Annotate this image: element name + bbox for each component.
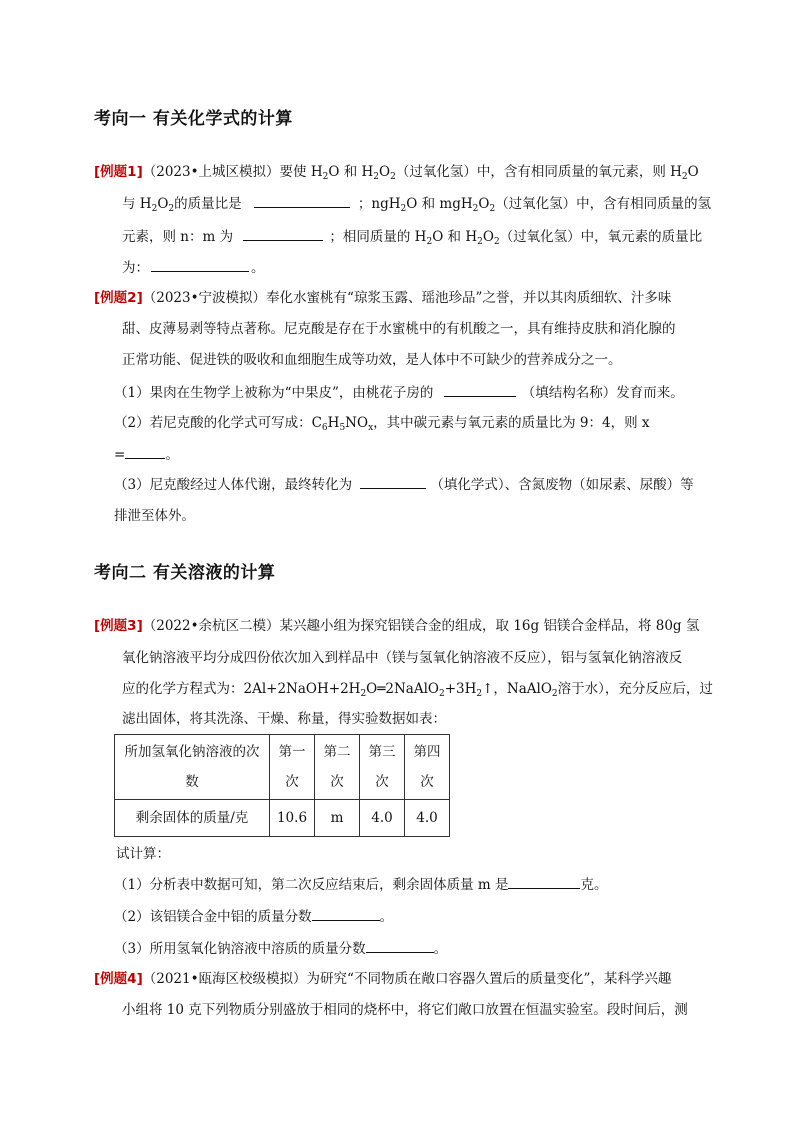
text: （3）尼克酸经过人体代谢，最终转化为 <box>114 477 353 493</box>
table-cell: 剩余固体的质量/克 <box>115 800 270 837</box>
text: 次 <box>330 774 344 790</box>
text: 次 <box>420 774 434 790</box>
example-1-line-3 <box>122 226 702 247</box>
text: （过氧化氢）中，含有相同质量的氢 <box>495 196 712 212</box>
subscript: 2 <box>151 204 158 214</box>
text: 次 <box>375 774 389 790</box>
subscript: 5 <box>339 423 346 433</box>
answer-blank[interactable] <box>151 257 249 272</box>
text: 元素，则 n：m 为 <box>122 229 234 245</box>
text: ↑，NaAlO <box>482 681 552 697</box>
text: （过氧化氢）中，含有相同质量的氧元素，则 H <box>395 164 682 180</box>
table-cell: 4.0 <box>360 800 405 837</box>
example-2-question-3-cont: 排泄至体外。 <box>114 508 195 524</box>
example-2-tag: [例题2] <box>94 290 143 306</box>
subscript: 2 <box>472 204 479 214</box>
text: 。 <box>433 941 448 957</box>
text: （1）分析表中数据可知，第二次反应结束后，剩余固体质量 m 是 <box>114 877 509 893</box>
text: O 和 H <box>328 164 374 180</box>
text: 。 <box>379 909 394 925</box>
section-heading-2: 考向二 有关溶液的计算 <box>94 563 276 583</box>
text: （过氧化氢）中，氧元素的质量比 <box>499 229 703 245</box>
example-3-line-4: 滤出固体，将其洗涤、干燥、称量，得实验数据如表： <box>122 711 446 727</box>
subscript: 2 <box>489 204 496 214</box>
table-header-cell <box>315 735 360 800</box>
text: （填化学式）、含氮废物（如尿素、尿酸）等 <box>430 477 694 493</box>
answer-blank[interactable] <box>125 444 165 459</box>
text: NO <box>345 415 369 431</box>
answer-blank[interactable] <box>444 382 516 397</box>
subscript: 2 <box>493 237 500 247</box>
text: O <box>157 196 169 212</box>
text: 第三 <box>368 744 396 760</box>
answer-blank[interactable] <box>243 226 323 241</box>
text: 第一 <box>278 744 306 760</box>
example-1-line-4 <box>122 257 265 278</box>
text: 克。 <box>580 877 608 893</box>
text: O <box>478 196 490 212</box>
text: O <box>482 229 494 245</box>
subscript: 2 <box>360 689 367 699</box>
text: ，其中碳元素与氧元素的质量比为 9：4，则 x <box>373 415 650 431</box>
subscript: x <box>368 423 374 433</box>
text: （2）若尼克酸的化学式可写成：C <box>114 415 322 431</box>
example-3-line-3 <box>122 679 713 699</box>
text: 所加氢氧化钠溶液的次 <box>124 744 260 760</box>
text: （2023•上城区模拟）要使 H <box>142 164 323 180</box>
text: （填结构名称）发育而来。 <box>521 385 684 401</box>
text: 。 <box>165 447 179 463</box>
text: = <box>114 447 126 463</box>
table-row <box>115 800 450 837</box>
text: （3）所用氢氧化钠溶液中溶质的质量分数 <box>114 941 366 957</box>
example-1-tag: [例题1] <box>94 164 143 180</box>
text: O <box>687 164 699 180</box>
text: O <box>379 164 391 180</box>
section-heading-1: 考向一 有关化学式的计算 <box>94 109 293 129</box>
table-cell: 10.6 <box>270 800 315 837</box>
text: +3H <box>444 681 477 697</box>
text: O═2NaAlO <box>366 681 439 697</box>
example-2-line-3: 正常功能、促进铁的吸收和血细胞生成等功效，是人体中不可缺少的营养成分之一。 <box>122 352 622 368</box>
answer-blank[interactable] <box>312 906 380 921</box>
example-2-question-2-cont <box>114 444 179 465</box>
text: （1）果肉在生物学上被称为“中果皮”，由桃花子房的 <box>114 385 434 401</box>
text: ；ngH <box>357 196 401 212</box>
subscript: 2 <box>426 237 433 247</box>
subscript: 2 <box>476 689 483 699</box>
example-2-question-3 <box>114 474 694 495</box>
example-3-line-2: 氧化钠溶液平均分成四份依次加入到样品中（镁与氢氧化钠溶液不反应），铝与氢氧化钠溶液反 <box>122 650 683 666</box>
subscript: 2 <box>322 172 329 182</box>
subscript: 2 <box>551 689 558 699</box>
table-row <box>115 735 450 800</box>
subscript: 2 <box>477 237 483 247</box>
text: （2）该铝镁合金中铝的质量分数 <box>114 909 312 925</box>
table-header-cell <box>270 735 315 800</box>
answer-blank[interactable] <box>254 193 350 208</box>
text: 与 H <box>122 196 152 212</box>
subscript: 2 <box>681 172 688 182</box>
example-1-line-1 <box>94 162 699 182</box>
example-3-calc-label: 试计算： <box>116 846 170 862</box>
table-header-cell <box>405 735 450 800</box>
example-3-tag: [例题3] <box>94 618 143 634</box>
example-4-line-2: 小组将 10 克下列物质分别盛放于相同的烧杯中，将它们敞口放置在恒温实验室。段时间后，测 <box>122 1002 688 1018</box>
text: 的质量比是 <box>174 196 242 212</box>
example-2-question-1 <box>114 382 684 403</box>
example-2-line-1 <box>94 288 671 308</box>
table-cell: m <box>315 800 360 837</box>
experiment-data-table <box>114 734 450 837</box>
text: 为： <box>122 260 149 276</box>
example-3-question-3 <box>114 938 447 959</box>
text: 应的化学方程式为：2Al+2NaOH+2H <box>122 681 361 697</box>
example-3-line-1 <box>94 616 699 636</box>
example-3-question-1 <box>114 874 607 895</box>
subscript: 2 <box>400 204 407 214</box>
answer-blank[interactable] <box>508 874 580 889</box>
text: O 和 H <box>432 229 478 245</box>
subscript: 6 <box>321 423 328 433</box>
text: 第四 <box>413 744 441 760</box>
example-3-question-2 <box>114 906 393 927</box>
text: 第二 <box>323 744 351 760</box>
example-2-line-2: 甜、皮薄易剥等特点著称。尼克酸是存在于水蜜桃中的有机酸之一，具有维持皮肤和消化腺的 <box>122 321 676 337</box>
text: H <box>327 415 340 431</box>
text: 数 <box>185 774 199 790</box>
subscript: 2 <box>390 172 396 182</box>
table-header-cell <box>360 735 405 800</box>
example-2-question-2 <box>114 413 650 433</box>
text: O 和 mgH <box>406 196 473 212</box>
text: （2023•宁波模拟）奉化水蜜桃有“琼浆玉露、瑶池珍品”之誉，并以其肉质细软、汁多味 <box>142 290 672 306</box>
subscript: 2 <box>373 172 380 182</box>
answer-blank[interactable] <box>360 474 426 489</box>
answer-blank[interactable] <box>366 938 434 953</box>
example-4-tag: [例题4] <box>94 971 143 987</box>
text: （2022•余杭区二模）某兴趣小组为探究铝镁合金的组成，取 16g 铝镁合金样品，将 80g 氢 <box>142 618 700 634</box>
subscript: 2 <box>438 689 445 699</box>
subscript: 2 <box>168 204 175 214</box>
example-4-line-1 <box>94 969 671 989</box>
table-cell: 4.0 <box>405 800 450 837</box>
example-1-line-2 <box>122 193 711 214</box>
table-header-cell <box>115 735 270 800</box>
text: 次 <box>285 774 299 790</box>
text: 。 <box>251 260 265 276</box>
text: 溶于水），充分反应后，过 <box>557 681 713 697</box>
text: ；相同质量的 H <box>329 229 427 245</box>
text: （2021•瓯海区校级模拟）为研究“不同物质在敞口容器久置后的质量变化”，某科学兴趣 <box>142 971 672 987</box>
